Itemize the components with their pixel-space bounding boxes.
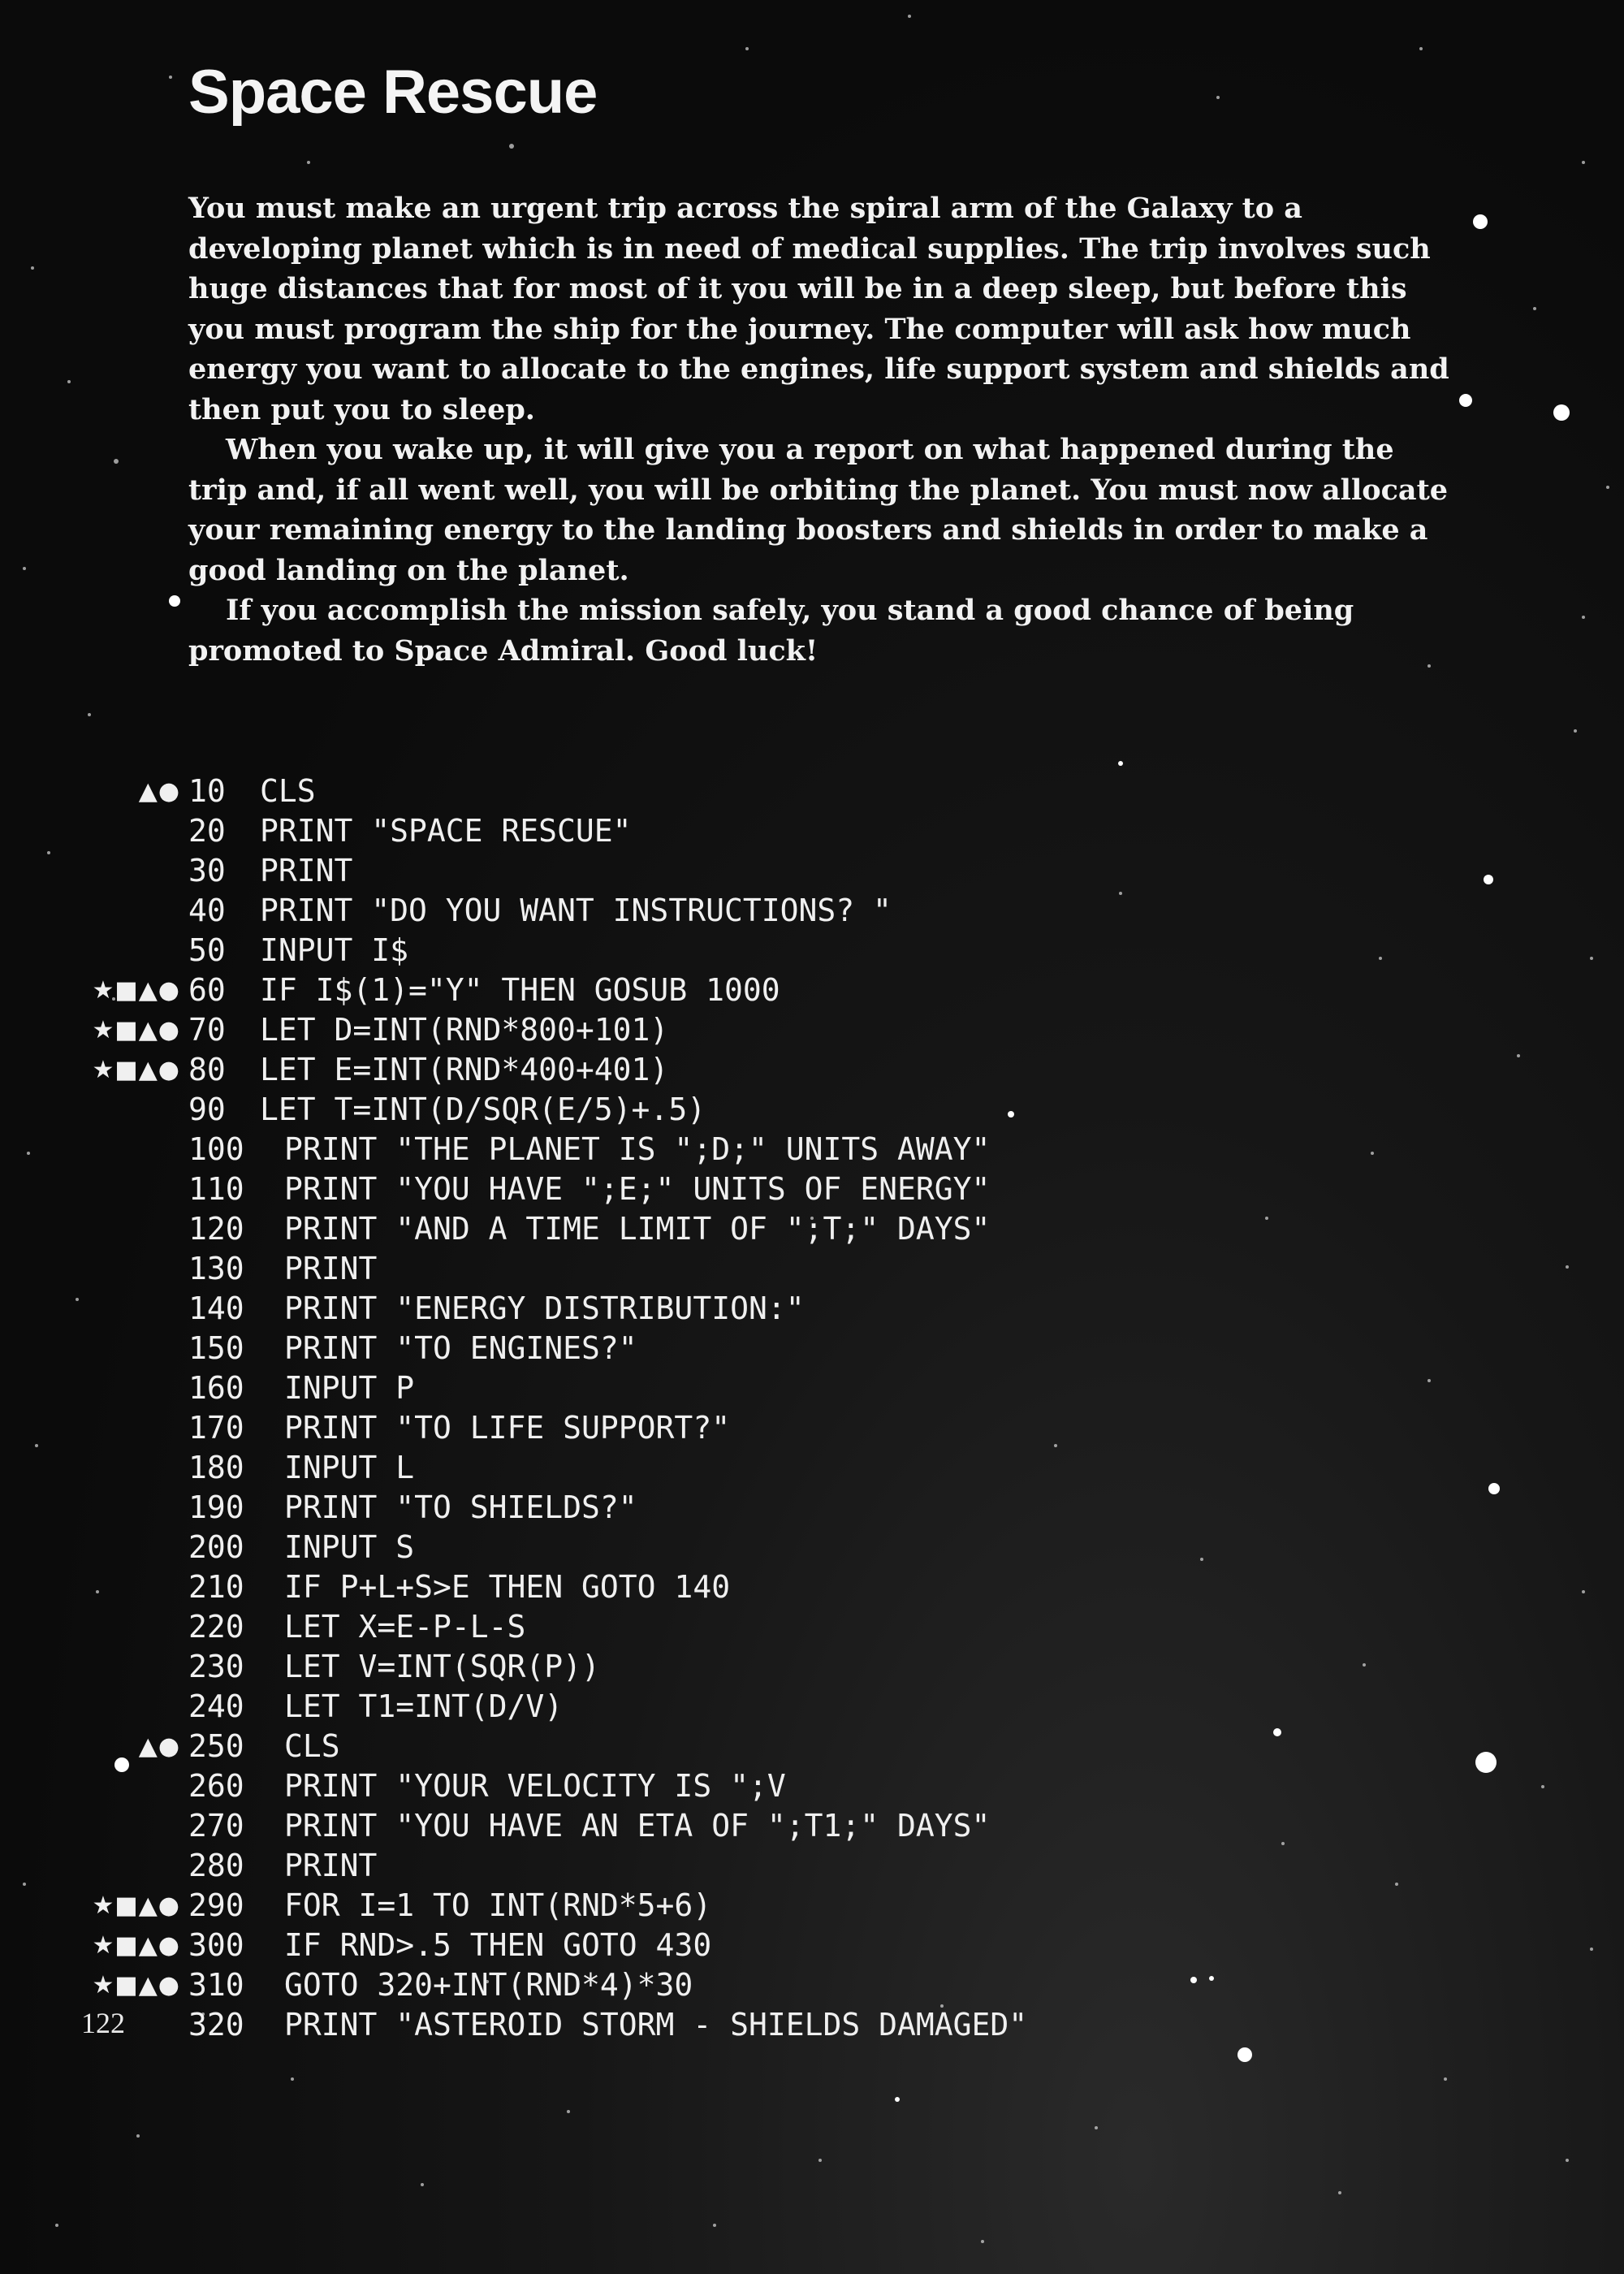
basic-statement: INPUT P [284,1370,415,1406]
basic-statement: LET V=INT(SQR(P)) [284,1649,600,1684]
computer-compatibility-markers: ▲● [138,777,180,806]
basic-statement: PRINT "TO LIFE SUPPORT?" [284,1410,731,1446]
computer-compatibility-markers: ★■▲● [92,1056,180,1084]
code-line [0,1408,1624,1448]
basic-statement: LET X=E-P-L-S [284,1609,526,1645]
basic-program-listing [0,772,1624,2045]
line-number: 120 [188,1211,244,1247]
computer-compatibility-markers: ★■▲● [92,1931,180,1960]
intro-paragraph: You must make an urgent trip across the spiral arm of the Galaxy to a developing planet which is in need of medical supplies. The trip involves such huge distances that for most of it you will be in a deep sleep, but before this you must program the ship for the journey. The computer will ask how much energy you want to allocate to the engines, life support system and shields and then put you to sleep. [188,192,1449,426]
basic-statement: PRINT "TO ENGINES?" [284,1330,637,1366]
line-number: 270 [188,1808,244,1844]
basic-statement: CLS [284,1728,340,1764]
basic-statement: LET E=INT(RND*400+401) [260,1052,669,1087]
basic-statement: PRINT "TO SHIELDS?" [284,1489,637,1525]
basic-statement: PRINT "ENERGY DISTRIBUTION:" [284,1290,805,1326]
basic-statement: PRINT [284,1251,378,1286]
code-line [0,1687,1624,1727]
basic-statement: INPUT I$ [260,932,409,968]
basic-statement: PRINT "THE PLANET IS ";D;" UNITS AWAY" [284,1131,991,1167]
code-line [0,1130,1624,1169]
line-number: 40 [188,893,226,928]
basic-statement: LET D=INT(RND*800+101) [260,1012,669,1048]
basic-statement: FOR I=1 TO INT(RND*5+6) [284,1887,712,1923]
basic-statement: GOTO 320+INT(RND*4)*30 [284,1967,693,2003]
line-number: 50 [188,932,226,968]
code-line [0,1448,1624,1488]
basic-statement: IF RND>.5 THEN GOTO 430 [284,1927,712,1963]
basic-statement: PRINT "AND A TIME LIMIT OF ";T;" DAYS" [284,1211,991,1247]
line-number: 310 [188,1967,244,2003]
line-number: 70 [188,1012,226,1048]
basic-statement: PRINT "SPACE RESCUE" [260,813,632,849]
line-number: 300 [188,1927,244,1963]
basic-statement: INPUT S [284,1529,415,1565]
basic-statement: PRINT "DO YOU WANT INSTRUCTIONS? " [260,893,892,928]
line-number: 170 [188,1410,244,1446]
code-line [0,971,1624,1010]
line-number: 90 [188,1092,226,1127]
line-number: 160 [188,1370,244,1406]
code-line [0,1169,1624,1209]
line-number: 250 [188,1728,244,1764]
basic-statement: PRINT [260,853,353,888]
basic-statement: PRINT "YOU HAVE ";E;" UNITS OF ENERGY" [284,1171,991,1207]
code-line [0,1727,1624,1766]
code-line [0,1926,1624,1965]
code-line [0,931,1624,971]
line-number: 280 [188,1848,244,1883]
line-number: 100 [188,1131,244,1167]
code-line [0,851,1624,891]
line-number: 10 [188,773,226,809]
line-number: 30 [188,853,226,888]
line-number: 260 [188,1768,244,1804]
code-line [0,1010,1624,1050]
basic-statement: IF I$(1)="Y" THEN GOSUB 1000 [260,972,780,1008]
code-line [0,1647,1624,1687]
code-line [0,1050,1624,1090]
basic-statement: IF P+L+S>E THEN GOTO 140 [284,1569,731,1605]
line-number: 290 [188,1887,244,1923]
computer-compatibility-markers: ★■▲● [92,1016,180,1044]
code-line [0,891,1624,931]
line-number: 80 [188,1052,226,1087]
line-number: 200 [188,1529,244,1565]
computer-compatibility-markers: ★■▲● [92,1891,180,1920]
code-line [0,1368,1624,1408]
code-line [0,1528,1624,1567]
line-number: 220 [188,1609,244,1645]
computer-compatibility-markers: ▲● [138,1732,180,1761]
page-title: Space Rescue [188,58,598,127]
computer-compatibility-markers: ★■▲● [92,1971,180,1999]
basic-statement: PRINT "ASTEROID STORM - SHIELDS DAMAGED" [284,2007,1028,2043]
line-number: 320 [188,2007,244,2043]
code-line [0,1965,1624,2005]
line-number: 110 [188,1171,244,1207]
code-line [0,1567,1624,1607]
code-line [0,1090,1624,1130]
line-number: 140 [188,1290,244,1326]
basic-statement: PRINT "YOUR VELOCITY IS ";V [284,1768,786,1804]
code-line [0,1249,1624,1289]
intro-paragraph: If you accomplish the mission safely, you stand a good chance of being promoted to Space Admiral. Good luck! [188,594,1354,668]
line-number: 240 [188,1688,244,1724]
basic-statement: INPUT L [284,1450,415,1485]
computer-compatibility-markers: ★■▲● [92,976,180,1005]
line-number: 150 [188,1330,244,1366]
line-number: 130 [188,1251,244,1286]
line-number: 210 [188,1569,244,1605]
code-line [0,772,1624,811]
line-number: 180 [188,1450,244,1485]
code-line [0,1607,1624,1647]
basic-statement: CLS [260,773,316,809]
line-number: 20 [188,813,226,849]
page-number: 122 [81,2007,125,2039]
line-number: 60 [188,972,226,1008]
code-line [0,1329,1624,1368]
code-line [0,1209,1624,1249]
code-line [0,811,1624,851]
code-line [0,1488,1624,1528]
basic-statement: PRINT [284,1848,378,1883]
basic-statement: PRINT "YOU HAVE AN ETA OF ";T1;" DAYS" [284,1808,991,1844]
basic-statement: LET T1=INT(D/V) [284,1688,564,1724]
line-number: 190 [188,1489,244,1525]
code-line [0,1289,1624,1329]
code-line [0,1806,1624,1846]
code-line [0,1846,1624,1886]
intro-paragraph: When you wake up, it will give you a report on what happened during the trip and, if all went well, you will be orbiting the planet. You must now allocate your remaining energy to the landing boosters and shields in order to make a good landing on the planet. [188,433,1449,587]
code-line [0,1886,1624,1926]
code-line [0,2005,1624,2045]
basic-statement: LET T=INT(D/SQR(E/5)+.5) [260,1092,706,1127]
line-number: 230 [188,1649,244,1684]
code-line [0,1766,1624,1806]
intro-text [188,188,1455,671]
